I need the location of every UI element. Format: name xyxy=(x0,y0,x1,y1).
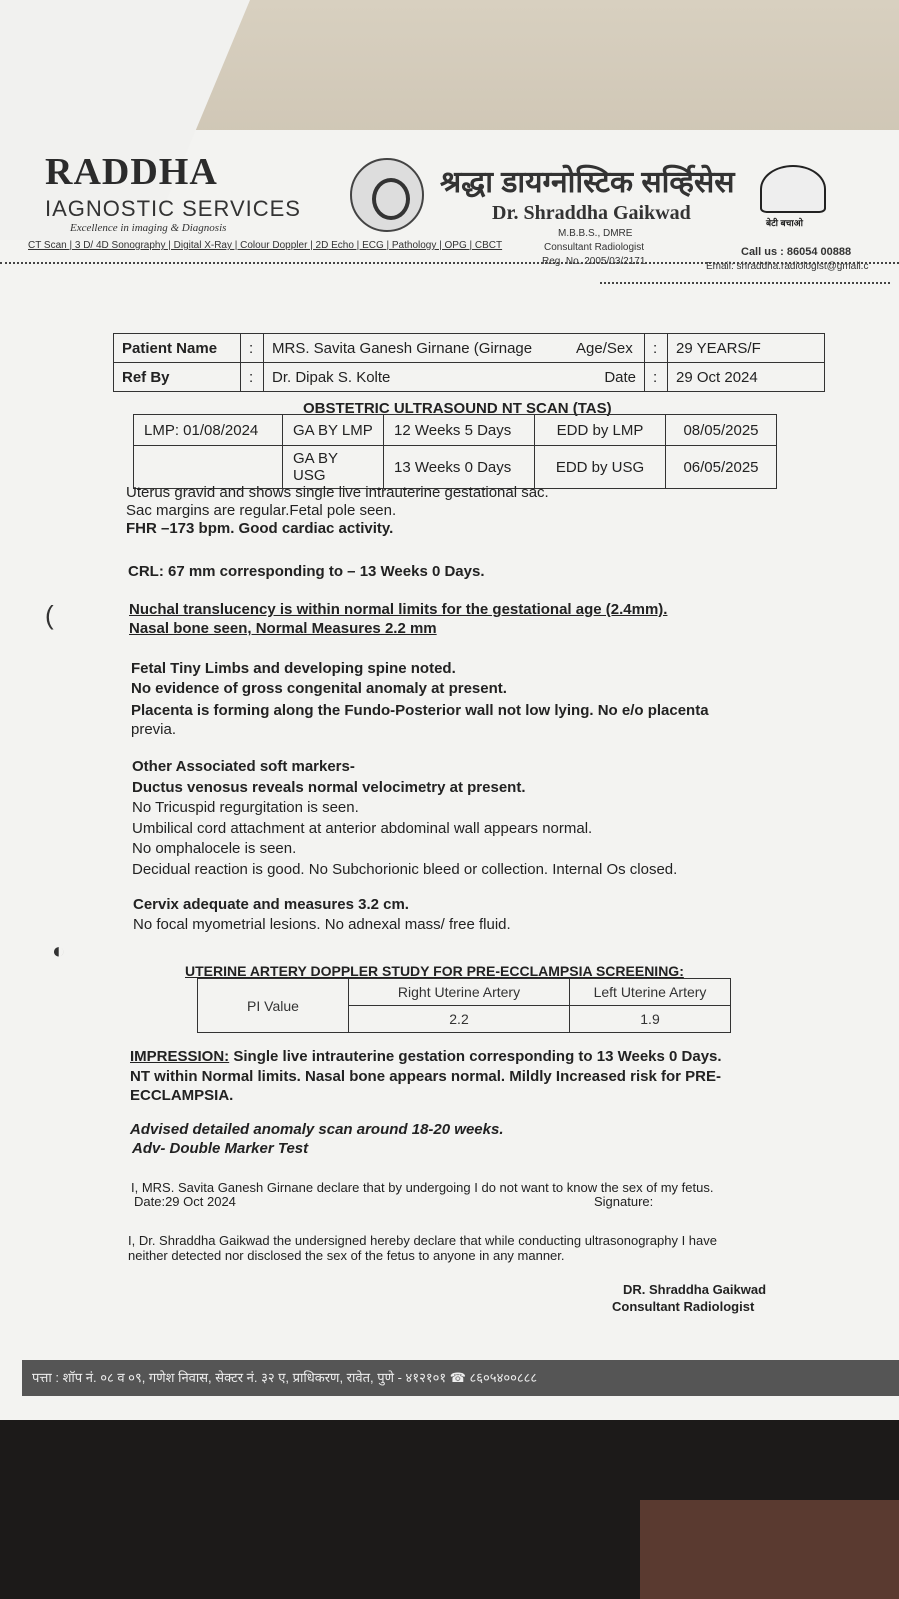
advice-line: Advised detailed anomaly scan around 18-20 weeks. xyxy=(130,1121,504,1138)
age-sex-value: 29 YEARS/F xyxy=(668,334,825,363)
report-page xyxy=(0,130,899,1425)
patient-declaration: I, MRS. Savita Ganesh Girnane declare that by undergoing I do not want to know the sex of my fetus. xyxy=(131,1180,714,1195)
edd-lmp-value: 08/05/2025 xyxy=(666,415,777,446)
right-artery-label: Right Uterine Artery xyxy=(349,979,570,1006)
edd-usg-label: EDD by USG xyxy=(535,446,666,489)
pi-value-label: PI Value xyxy=(198,979,349,1033)
footer-address: पत्ता : शॉप नं. ०८ व ०९, गणेश निवास, सेक्टर नं. ३२ ए, प्राधिकरण, रावेत, पुणे - ४१२१०१ ☎ ८६०५४००८८८ xyxy=(22,1360,899,1396)
finding-line: No evidence of gross congenital anomaly at present. xyxy=(131,680,507,697)
colon: : xyxy=(645,363,668,392)
finding-line: Decidual reaction is good. No Subchorionic bleed or collection. Internal Os closed. xyxy=(132,861,678,878)
scan-title: OBSTETRIC ULTRASOUND NT SCAN (TAS) xyxy=(303,400,612,417)
finding-line: No omphalocele is seen. xyxy=(132,840,297,857)
declaration-date: Date:29 Oct 2024 xyxy=(134,1194,236,1209)
brand-subtitle: IAGNOSTIC SERVICES xyxy=(45,196,301,221)
date-value: 29 Oct 2024 xyxy=(668,363,825,392)
patient-info-table xyxy=(113,333,825,392)
finding-line: CRL: 67 mm corresponding to – 13 Weeks 0 Days. xyxy=(128,563,485,580)
impression-heading: IMPRESSION: xyxy=(130,1048,230,1065)
email-address: Email: shraddha.radiologist@gmail.c xyxy=(706,261,869,272)
table-row xyxy=(134,415,777,446)
doctor-declaration: neither detected nor disclosed the sex of the fetus to anyone in any manner. xyxy=(128,1248,565,1263)
ga-lmp-value: 12 Weeks 5 Days xyxy=(384,415,535,446)
stamp-line: DR. Shraddha Gaikwad xyxy=(623,1282,767,1297)
clinic-logo-icon xyxy=(350,158,424,232)
left-artery-value: 1.9 xyxy=(570,1006,731,1033)
ga-usg-value: 13 Weeks 0 Days xyxy=(384,446,535,489)
lmp-value: LMP: 01/08/2024 xyxy=(134,415,283,446)
finding-line: Uterus gravid and shows single live intrauterine gestational sac. xyxy=(126,484,549,501)
ref-by-label: Ref By xyxy=(114,363,241,392)
finding-line: Placenta is forming along the Fundo-Posterior wall not low lying. No e/o placenta xyxy=(131,702,709,719)
right-artery-value: 2.2 xyxy=(349,1006,570,1033)
beti-bachao-text: बेटी बचाओ xyxy=(766,218,803,228)
hindi-clinic-name: श्रद्धा डायग्नोस्टिक सर्व्हिसेस xyxy=(440,166,735,199)
doctor-declaration: I, Dr. Shraddha Gaikwad the undersigned hereby declare that while conducting ultrasonography I have xyxy=(128,1233,717,1248)
finding-line: FHR –173 bpm. Good cardiac activity. xyxy=(126,520,394,537)
punch-hole-icon: ( xyxy=(45,600,54,630)
impression-line: NT within Normal limits. Nasal bone appears normal. Mildly Increased risk for PRE- xyxy=(130,1068,721,1085)
doctor-name: Dr. Shraddha Gaikwad xyxy=(492,202,691,224)
date-label: Date xyxy=(568,363,645,392)
finding-line: No Tricuspid regurgitation is seen. xyxy=(132,799,359,816)
advice-line: Adv- Double Marker Test xyxy=(132,1140,309,1157)
edd-lmp-label: EDD by LMP xyxy=(535,415,666,446)
ga-lmp-label: GA BY LMP xyxy=(283,415,384,446)
signature-label: Signature: xyxy=(594,1194,654,1209)
table-row xyxy=(198,979,731,1006)
services-list: CT Scan | 3 D/ 4D Sonography | Digital X-Ray | Colour Doppler | 2D Echo | ECG | Pathology | OPG | CBCT xyxy=(28,240,503,251)
doctor-designation: Consultant Radiologist xyxy=(544,242,645,253)
punch-hole-icon: ◐ xyxy=(52,938,66,963)
colon: : xyxy=(645,334,668,363)
left-artery-label: Left Uterine Artery xyxy=(570,979,731,1006)
colon: : xyxy=(241,334,264,363)
finding-line: Sac margins are regular.Fetal pole seen. xyxy=(126,502,397,519)
impression-line xyxy=(130,1048,722,1065)
age-sex-label: Age/Sex xyxy=(568,334,645,363)
finding-line: Nuchal translucency is within normal limits for the gestational age (2.4mm). xyxy=(129,601,668,618)
ref-by-value: Dr. Dipak S. Kolte xyxy=(264,363,569,392)
stamp-line: Consultant Radiologist xyxy=(612,1299,755,1314)
finding-line: Ductus venosus reveals normal velocimetry at present. xyxy=(132,779,526,796)
finding-line: Fetal Tiny Limbs and developing spine noted. xyxy=(131,660,456,677)
brand-name: RADDHA xyxy=(45,151,218,193)
table-row xyxy=(114,334,825,363)
impression-line: ECCLAMPSIA. xyxy=(130,1087,234,1104)
registration-number: Reg. No. 2005/03/2171 xyxy=(542,256,646,267)
doctor-qualification: M.B.B.S., DMRE xyxy=(558,228,633,239)
finding-line: Other Associated soft markers- xyxy=(132,758,355,775)
finding-line: No focal myometrial lesions. No adnexal mass/ free fluid. xyxy=(133,916,511,933)
header-divider xyxy=(0,262,899,264)
impression-text: Single live intrauterine gestation corresponding to 13 Weeks 0 Days. xyxy=(233,1048,722,1065)
header-divider-2 xyxy=(600,282,890,284)
beti-bachao-logo-icon xyxy=(760,165,826,213)
doppler-title: UTERINE ARTERY DOPPLER STUDY FOR PRE-ECCLAMPSIA SCREENING: xyxy=(185,963,684,979)
doppler-table xyxy=(197,978,731,1033)
finding-line: Nasal bone seen, Normal Measures 2.2 mm xyxy=(129,620,437,637)
table-surface-wood xyxy=(640,1500,899,1599)
finding-line: Umbilical cord attachment at anterior abdominal wall appears normal. xyxy=(132,820,593,837)
ga-usg-label: GA BY USG xyxy=(283,446,384,489)
edd-usg-value: 06/05/2025 xyxy=(666,446,777,489)
table-row xyxy=(134,446,777,489)
brand-tagline: Excellence in imaging & Diagnosis xyxy=(70,222,227,234)
patient-name-label: Patient Name xyxy=(114,334,241,363)
colon: : xyxy=(241,363,264,392)
empty-cell xyxy=(134,446,283,489)
finding-line: Cervix adequate and measures 3.2 cm. xyxy=(133,896,409,913)
patient-name-value: MRS. Savita Ganesh Girnane (Girnage xyxy=(264,334,569,363)
table-row xyxy=(114,363,825,392)
gestational-age-table xyxy=(133,414,777,489)
finding-line: previa. xyxy=(131,721,177,738)
phone-number: Call us : 86054 00888 xyxy=(741,246,852,258)
